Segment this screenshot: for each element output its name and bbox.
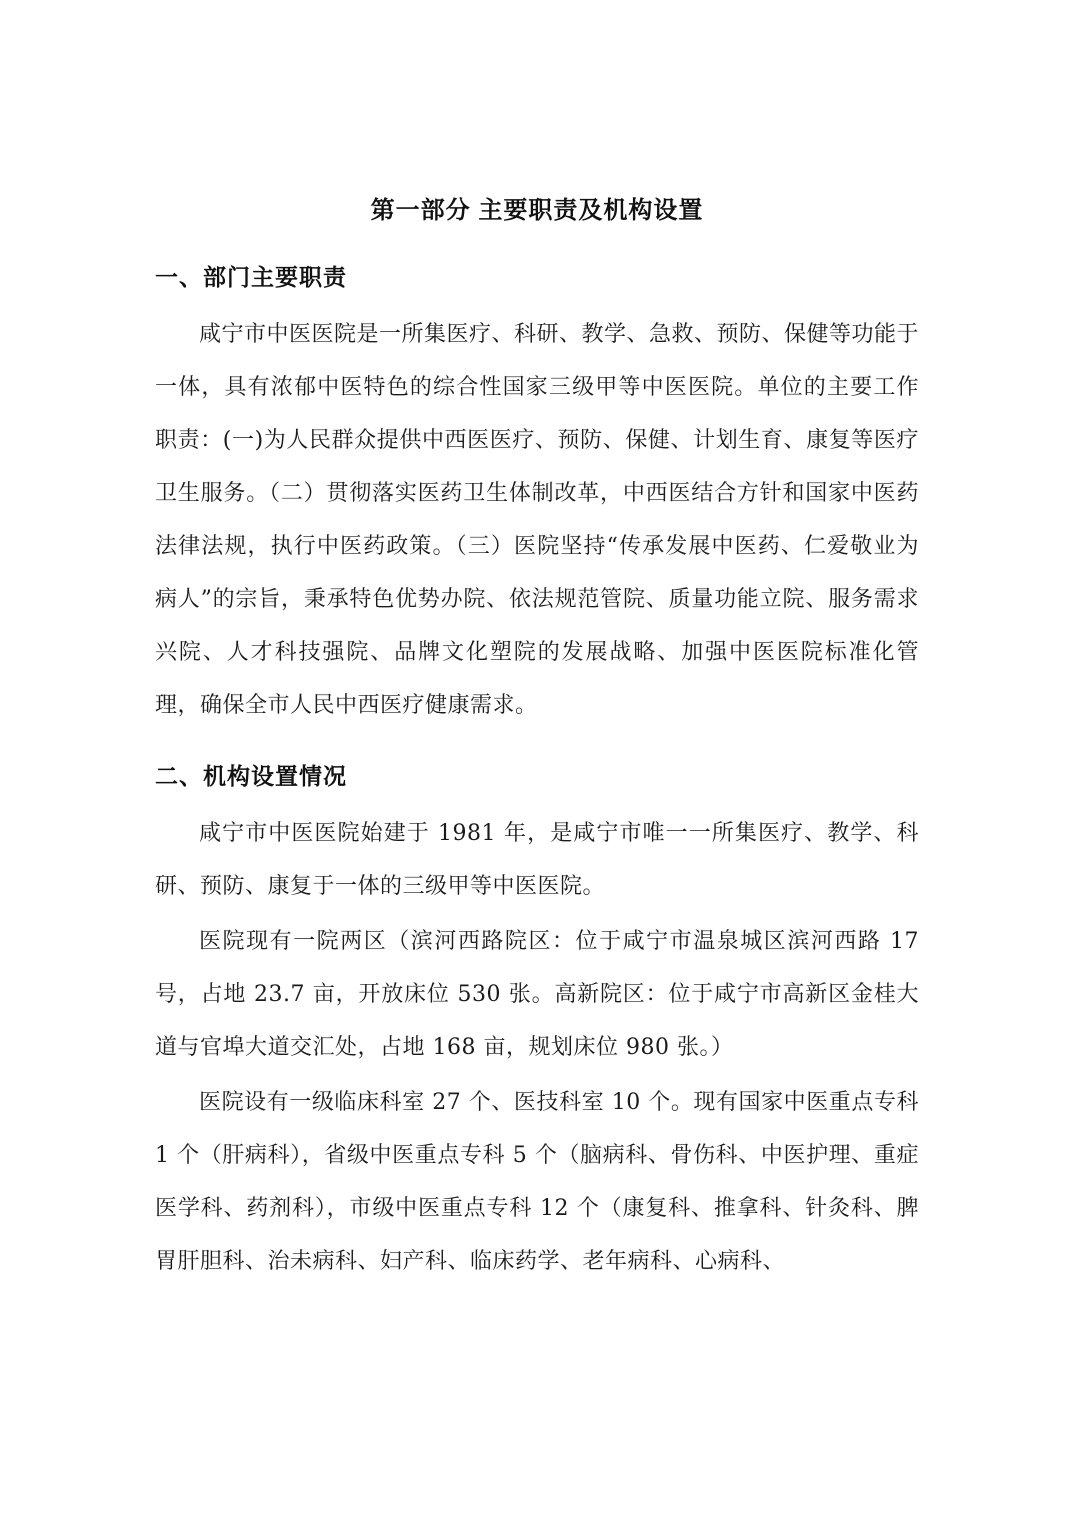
page-title: 第一部分 主要职责及机构设置 bbox=[370, 197, 704, 224]
section-heading-organization: 二、机构设置情况 bbox=[155, 763, 347, 789]
paragraph: 咸宁市中医医院始建于 1981 年，是咸宁市唯一一所集医疗、教学、科研、预防、康复于一体的三级甲等中医医院。 bbox=[155, 821, 919, 899]
paragraph: 医院设有一级临床科室 27 个、医技科室 10 个。现有国家中医重点专科 1 个（肝病科），省级中医重点专科 5 个（脑病科、骨伤科、中医护理、重症医学科、药剂科），市级中医重点专科 12 个（康复科、推拿科、针灸科、脾胃肝胆科、治未病科、妇产科、临床药学、老年病科、心病科、 bbox=[155, 1090, 919, 1274]
section-heading-duties: 一、部门主要职责 bbox=[155, 264, 347, 290]
section-organization bbox=[155, 758, 919, 1288]
paragraph: 医院现有一院两区（滨河西路院区：位于咸宁市温泉城区滨河西路 17 号，占地 23.7 亩，开放床位 530 张。高新院区：位于咸宁市高新区金桂大道与官埠大道交汇处，占地 168 亩，规划床位 980 张。） bbox=[155, 929, 919, 1060]
paragraph: 咸宁市中医医院是一所集医疗、科研、教学、急救、预防、保健等功能于一体，具有浓郁中医特色的综合性国家三级甲等中医医院。单位的主要工作职责：(一)为人民群众提供中西医医疗、预防、保健、计划生育、康复等医疗卫生服务。（二）贯彻落实医药卫生体制改革，中西医结合方针和国家中医药法律法规，执行中医药政策。（三）医院坚持“传承发展中医药、仁爱敬业为病人”的宗旨，秉承特色优势办院、依法规范管院、质量功能立院、服务需求兴院、人才科技强院、品牌文化塑院的发展战略、加强中医医院标准化管理，确保全市人民中西医疗健康需求。 bbox=[155, 322, 920, 718]
section-duties bbox=[155, 259, 919, 732]
